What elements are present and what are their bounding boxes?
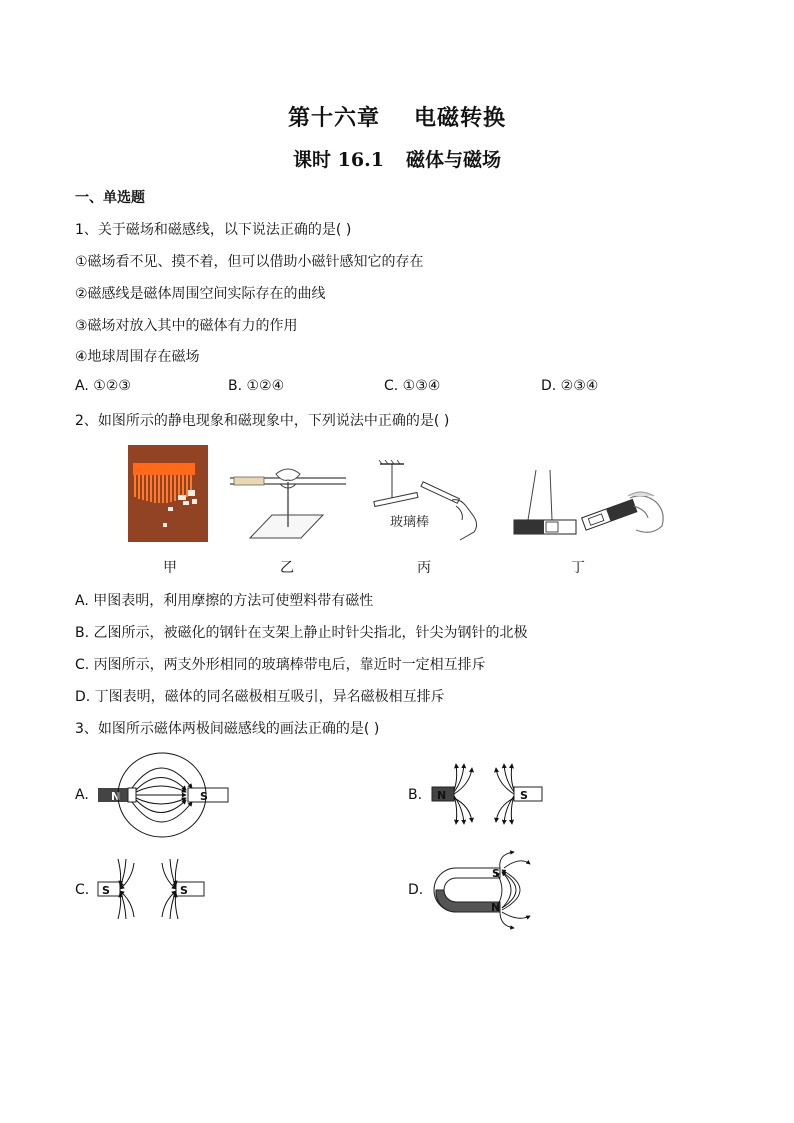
lesson-topic: 磁体与磁场 <box>405 149 501 171</box>
q3-option-d-letter: D. <box>408 882 424 898</box>
q3-option-c-letter: C. <box>75 882 90 898</box>
figure-ding-magnets <box>510 470 670 542</box>
caption-ding: 丁 <box>571 560 585 576</box>
q2-option-b: B. 乙图所示，被磁化的钢针在支架上静止时针尖指北，针尖为钢针的北极 <box>75 625 528 641</box>
lesson-title <box>0 145 794 172</box>
q1-statement: ④地球周围存在磁场 <box>75 349 200 365</box>
lesson-number: 课时 16.1 <box>293 149 384 171</box>
pole-n: N <box>491 901 501 914</box>
figure-bing-glass-rods <box>360 460 485 542</box>
pole-s: S <box>200 790 208 803</box>
figure-yi-needle-stand <box>228 460 348 542</box>
q3-option-a-letter: A. <box>75 787 89 803</box>
chapter-topic: 电磁转换 <box>414 105 507 131</box>
q3-option-d-figure <box>430 850 540 930</box>
q3-option-b-letter: B. <box>408 787 423 803</box>
chapter-number: 第十六章 <box>287 105 380 131</box>
pole-s: S <box>180 884 188 897</box>
caption-yi: 乙 <box>280 560 294 576</box>
q1-stem: 1、关于磁场和磁感线，以下说法正确的是( ) <box>75 222 352 238</box>
pole-s: S <box>102 884 110 897</box>
figure-jia-comb-photo <box>128 445 208 542</box>
pole-n: N <box>437 789 447 802</box>
q1-statement: ①磁场看不见、摸不着，但可以借助小磁针感知它的存在 <box>75 254 424 270</box>
chapter-title <box>0 101 794 132</box>
pole-s: S <box>520 789 528 802</box>
q1-option-b: B. ①②④ <box>228 378 285 394</box>
q3-option-b-figure <box>430 760 545 828</box>
q1-statement: ②磁感线是磁体周围空间实际存在的曲线 <box>75 286 326 302</box>
pole-s: S <box>492 867 500 880</box>
caption-jia: 甲 <box>163 560 177 576</box>
section-heading: 一、单选题 <box>75 190 145 206</box>
q1-option-c: C. ①③④ <box>384 378 441 394</box>
caption-bing: 丙 <box>417 560 431 576</box>
q2-option-d: D. 丁图表明，磁体的同名磁极相互吸引，异名磁极相互排斥 <box>75 689 445 705</box>
glass-rod-label: 玻璃棒 <box>390 515 430 530</box>
q3-option-c-figure <box>96 855 206 923</box>
q1-option-d: D. ②③④ <box>541 378 599 394</box>
q1-option-a: A. ①②③ <box>75 378 131 394</box>
q2-stem: 2、如图所示的静电现象和磁现象中，下列说法中正确的是( ) <box>75 413 450 429</box>
q1-statement: ③磁场对放入其中的磁体有力的作用 <box>75 318 298 334</box>
q3-stem: 3、如图所示磁体两极间磁感线的画法正确的是( ) <box>75 721 380 737</box>
q3-option-a-figure <box>96 750 236 840</box>
pole-n: N <box>111 790 121 803</box>
q2-option-c: C. 丙图所示，两支外形相同的玻璃棒带电后，靠近时一定相互排斥 <box>75 657 486 673</box>
q2-option-a: A. 甲图表明，利用摩擦的方法可使塑料带有磁性 <box>75 593 374 609</box>
